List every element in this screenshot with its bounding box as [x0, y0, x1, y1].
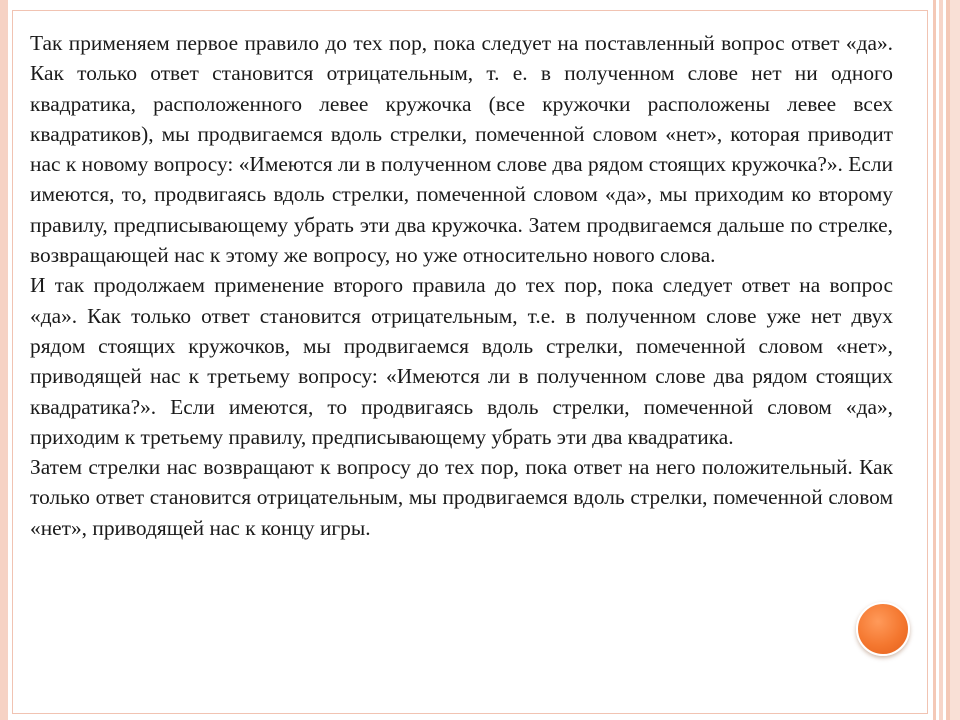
slide-text-body	[30, 28, 893, 543]
paragraph-2: И так продолжаем применение второго правила до тех пор, пока следует ответ на вопрос «да». Как только ответ становится отрицательным, т.е. в полученном слове уже нет двух рядом стоящих кружочков, мы продвигаемся вдоль стрелки, помеченной словом «нет», приводящей нас к третьему вопросу: «Имеются ли в полученном слове два рядом стоящих квадратика?». Если имеются, то продвигаясь вдоль стрелки, помеченной словом «да», приходим к третьему правилу, предписывающему убрать эти два квадратика.	[30, 273, 893, 449]
paragraph-1: Так применяем первое правило до тех пор, пока следует на поставленный вопрос ответ «да». Как только ответ становится отрицательным, т. е. в полученном слове нет ни одного квадратика, расположенного левее кружочка (все кружочки расположены левее всех квадратиков), мы продвигаемся вдоль стрелки, помеченной словом «нет», которая приводит нас к новому вопросу: «Имеются ли в полученном слове два рядом стоящих кружочка?». Если имеются, то, продвигаясь вдоль стрелки, помеченной словом «да», мы приходим ко второму правилу, предписывающему убрать эти два кружочка. Затем продвигаемся дальше по стрелке, возвращающей нас к этому же вопросу, но уже относительно нового слова.	[30, 31, 893, 268]
paragraph-3: Затем стрелки нас возвращают к вопросу до тех пор, пока ответ на него положительный. Как только ответ становится отрицательным, мы продвигаемся вдоль стрелки, помеченной словом «нет», приводящей нас к концу игры.	[30, 455, 893, 540]
right-decorative-stripes	[930, 0, 960, 720]
orange-circle-decoration	[856, 602, 910, 656]
left-decorative-band	[0, 0, 8, 720]
